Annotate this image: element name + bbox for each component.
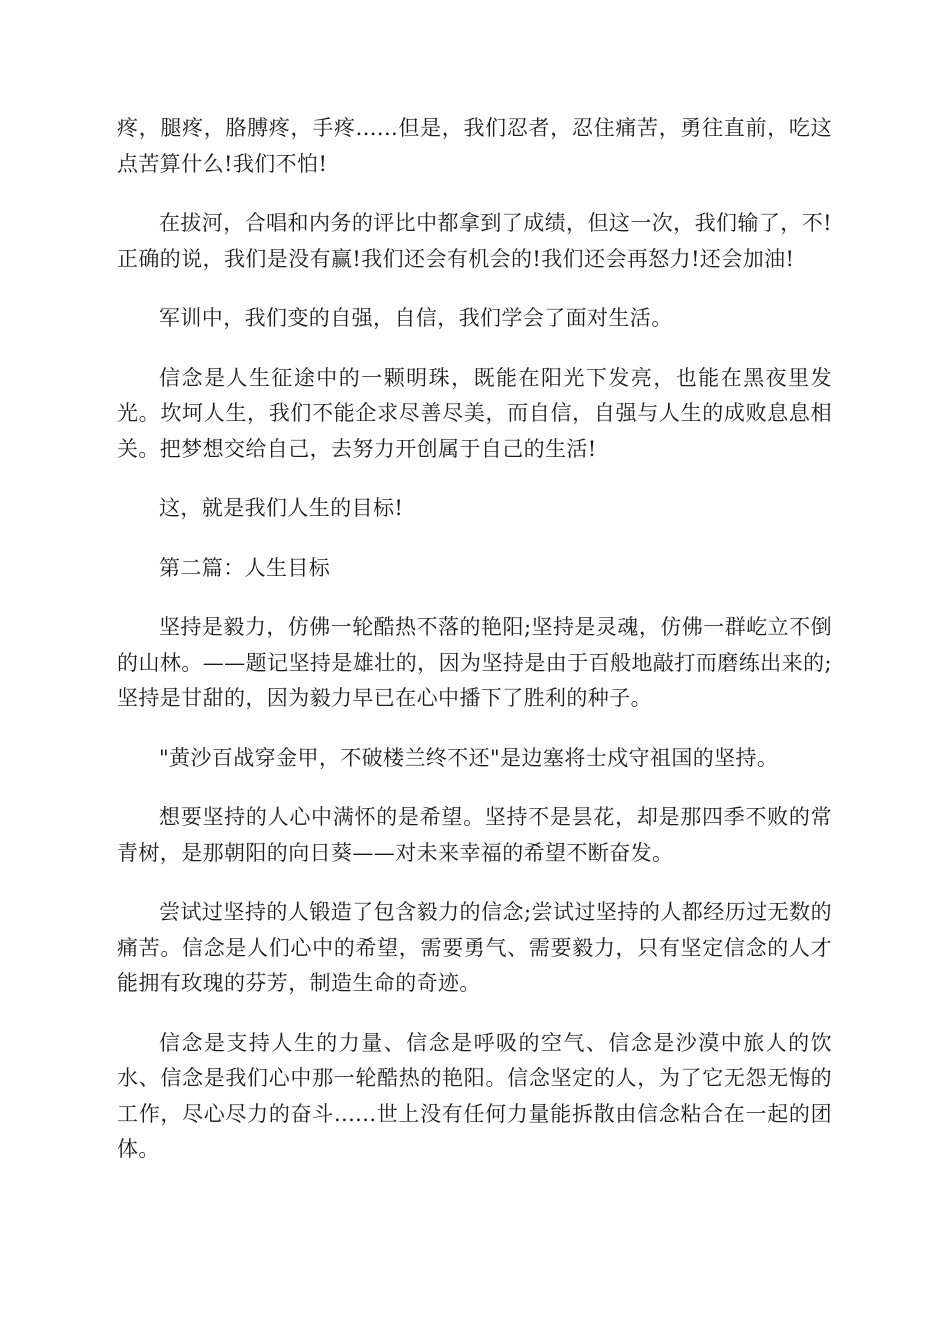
paragraph-hope: 想要坚持的人心中满怀的是希望。坚持不是昙花，却是那四季不败的常青树，是那朝阳的向日葵——对未来幸福的希望不断奋发。 bbox=[117, 805, 832, 865]
paragraph-belief-power: 信念是支持人生的力量、信念是呼吸的空气、信念是沙漠中旅人的饮水、信念是我们心中那一轮酷热的艳阳。信念坚定的人，为了它无怨无悔的工作，尽心尽力的奋斗......世上没有任何力量能拆散由信念粘合在一起的团体。 bbox=[117, 1030, 832, 1161]
paragraph-tug-of-war: 在拔河，合唱和内务的评比中都拿到了成绩，但这一次，我们输了，不!正确的说，我们是没有赢!我们还会有机会的!我们还会再怒力!还会加油! bbox=[117, 211, 832, 271]
paragraph-poem-quote: "黄沙百战穿金甲，不破楼兰终不还"是边塞将士戍守祖国的坚持。 bbox=[159, 745, 779, 770]
paragraph-trying-persistence: 尝试过坚持的人锻造了包含毅力的信念;尝试过坚持的人都经历过无数的痛苦。信念是人们心中的希望，需要勇气、需要毅力，只有坚定信念的人才能拥有玫瑰的芬芳，制造生命的奇迹。 bbox=[117, 900, 832, 995]
section-heading: 第二篇：人生目标 bbox=[159, 555, 331, 580]
paragraph-life-goal: 这，就是我们人生的目标! bbox=[159, 496, 404, 520]
paragraph-military-training: 军训中，我们变的自强，自信，我们学会了面对生活。 bbox=[159, 306, 673, 330]
paragraph-belief-pearl: 信念是人生征途中的一颗明珠，既能在阳光下发亮，也能在黑夜里发光。坎坷人生，我们不能企求尽善尽美，而自信，自强与人生的成败息息相关。把梦想交给自己，去努力开创属于自己的生活! bbox=[117, 365, 832, 461]
paragraph-continuation: 疼，腿疼，胳膊疼，手疼......但是，我们忍者，忍住痛苦，勇往直前，吃这点苦算什么!我们不怕! bbox=[117, 116, 832, 176]
paragraph-persistence: 坚持是毅力，仿佛一轮酷热不落的艳阳;坚持是灵魂，仿佛一群屹立不倒的山林。——题记坚持是雄壮的，因为坚持是由于百般地敲打而磨练出来的;坚持是甘甜的，因为毅力早已在心中播下了胜利的种子。 bbox=[117, 615, 832, 710]
